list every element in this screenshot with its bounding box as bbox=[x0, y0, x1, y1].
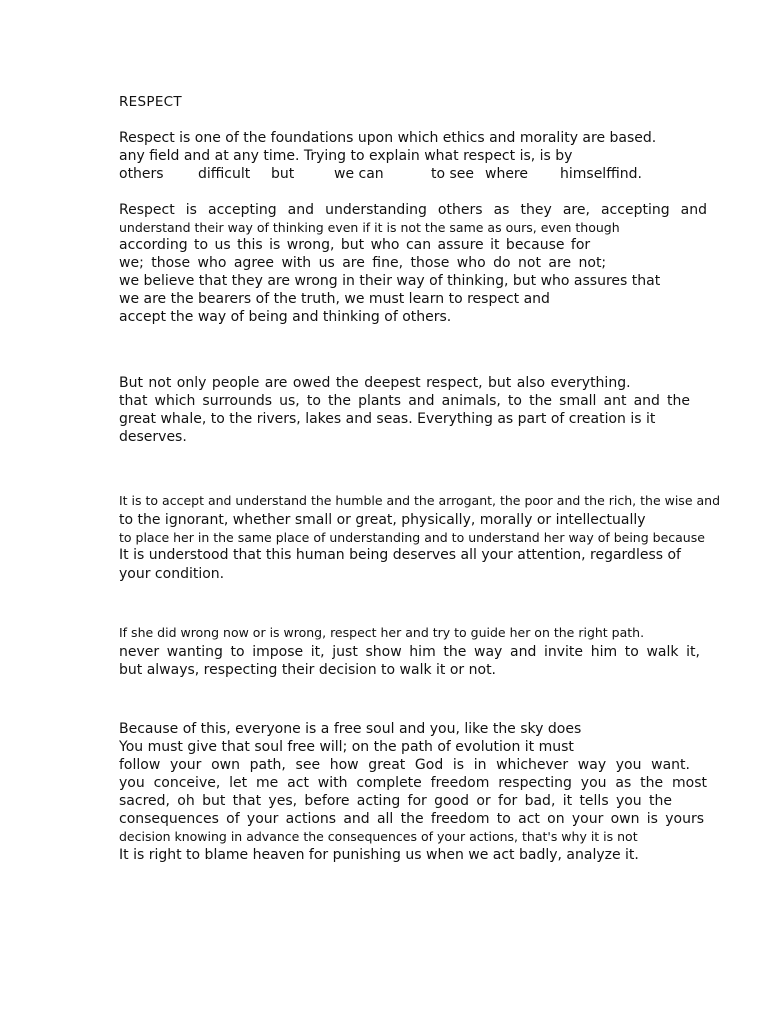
p4-line-4: It is understood that this human being deserves all your attention, regardless of bbox=[119, 547, 681, 563]
p1-word-6: where bbox=[485, 166, 528, 182]
p3-line-1: But not only people are owed the deepest respect, but also everything. bbox=[119, 375, 631, 391]
p6-line-8: It is right to blame heaven for punishing us when we act badly, analyze it. bbox=[119, 847, 639, 863]
p2-line-5: we believe that they are wrong in their way of thinking, but who assures that bbox=[119, 273, 661, 289]
p2-line-1: Respect is accepting and understanding others as they are, accepting and bbox=[119, 202, 707, 218]
p2-line-6: we are the bearers of the truth, we must learn to respect and bbox=[119, 291, 550, 307]
p1-line-1: Respect is one of the foundations upon which ethics and morality are based. bbox=[119, 130, 657, 146]
p1-word-2: difficult bbox=[198, 166, 251, 182]
p4-line-5: your condition. bbox=[119, 566, 225, 582]
p1-word-5: to see bbox=[431, 166, 475, 182]
p5-line-2: never wanting to impose it, just show him the way and invite him to walk it, bbox=[119, 644, 700, 660]
p2-line-7: accept the way of being and thinking of others. bbox=[119, 309, 452, 325]
p6-line-7: decision knowing in advance the consequences of your actions, that's why it is not bbox=[119, 829, 638, 844]
p3-line-3: great whale, to the rivers, lakes and seas. Everything as part of creation is it bbox=[119, 411, 656, 427]
p3-line-2: that which surrounds us, to the plants and animals, to the small ant and the bbox=[119, 393, 690, 409]
p1-line-2: any field and at any time. Trying to explain what respect is, is by bbox=[119, 148, 573, 164]
p6-line-1: Because of this, everyone is a free soul and you, like the sky does bbox=[119, 721, 582, 737]
p5-line-1: If she did wrong now or is wrong, respect her and try to guide her on the right path. bbox=[119, 625, 645, 640]
p1-word-7: himselffind. bbox=[560, 166, 642, 182]
document-title: RESPECT bbox=[119, 94, 182, 110]
p6-line-4: you conceive, let me act with complete freedom respecting you as the most bbox=[119, 775, 707, 791]
p6-line-2: You must give that soul free will; on the path of evolution it must bbox=[119, 739, 574, 755]
p2-line-2: understand their way of thinking even if it is not the same as ours, even though bbox=[119, 220, 620, 235]
p1-line-3 bbox=[119, 165, 679, 183]
p1-word-4: we can bbox=[334, 166, 384, 182]
p5-line-3: but always, respecting their decision to walk it or not. bbox=[119, 662, 497, 678]
p6-line-6: consequences of your actions and all the freedom to act on your own is yours bbox=[119, 811, 704, 827]
p4-line-1: It is to accept and understand the humble and the arrogant, the poor and the rich, the wise and bbox=[119, 493, 721, 508]
p2-line-4: we; those who agree with us are fine, those who do not are not; bbox=[119, 255, 607, 271]
p6-line-3: follow your own path, see how great God is in whichever way you want. bbox=[119, 757, 690, 773]
p1-word-3: but bbox=[271, 166, 295, 182]
p1-word-1: others bbox=[119, 166, 164, 182]
p6-line-5: sacred, oh but that yes, before acting for good or for bad, it tells you the bbox=[119, 793, 672, 809]
p4-line-3: to place her in the same place of understanding and to understand her way of being because bbox=[119, 530, 705, 545]
p4-line-2: to the ignorant, whether small or great, physically, morally or intellectually bbox=[119, 512, 646, 528]
p3-line-4: deserves. bbox=[119, 429, 187, 445]
p2-line-3: according to us this is wrong, but who can assure it because for bbox=[119, 237, 591, 253]
